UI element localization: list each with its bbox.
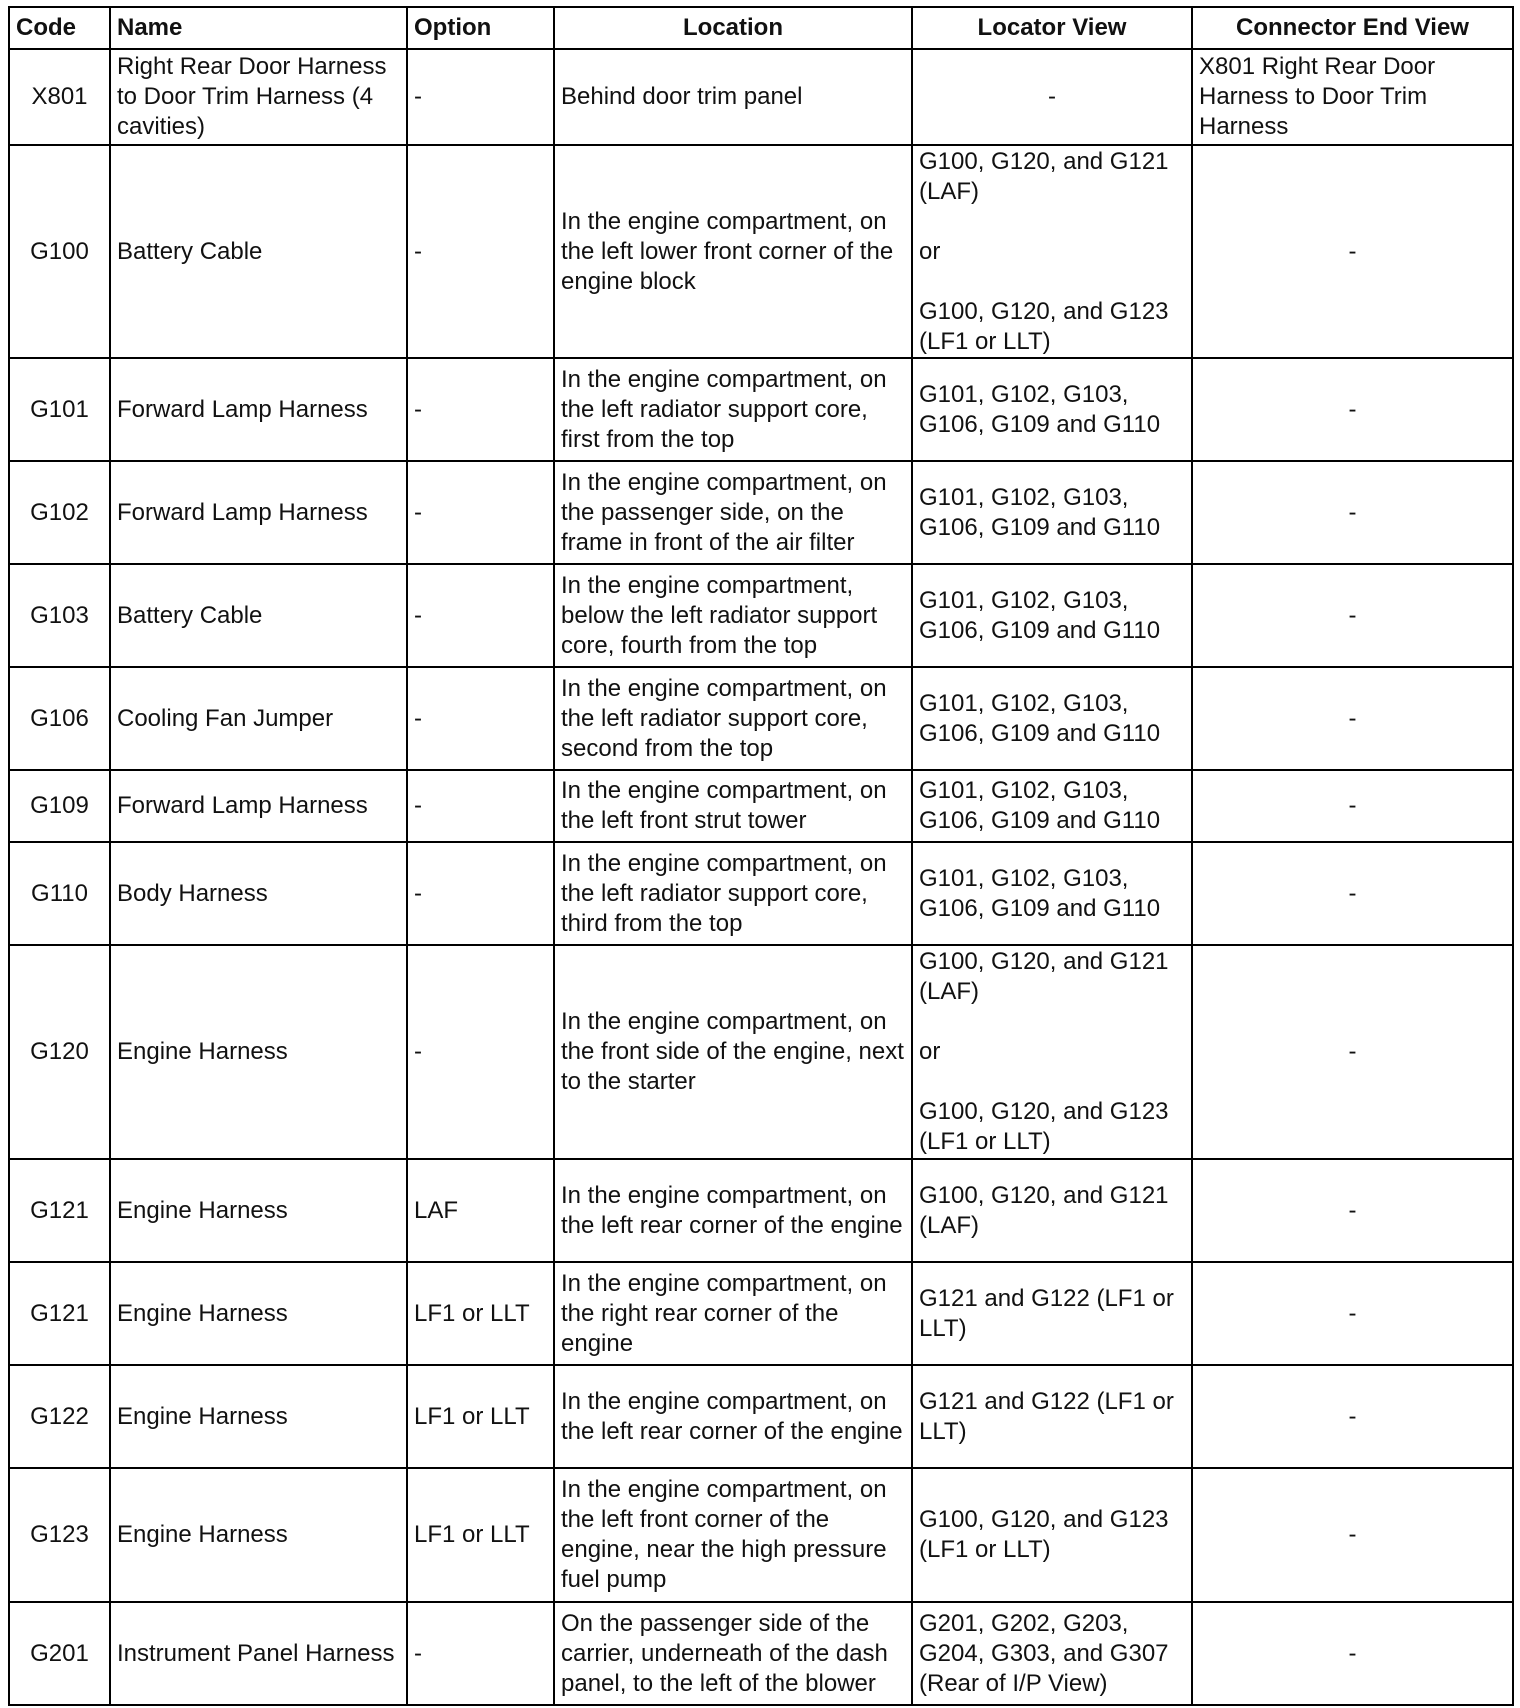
cell-location: In the engine compartment, on the left lower front corner of the engine block [554,145,912,358]
cell-connector-end-view: - [1192,1262,1513,1365]
cell-name: Forward Lamp Harness [110,461,407,564]
table-row [9,1159,1513,1262]
cell-option: - [407,461,554,564]
cell-locator-view: G100, G120, and G121 (LAF) or G100, G120, and G123 (LF1 or LLT) [912,145,1192,358]
cell-code: G121 [9,1262,110,1365]
cell-code: G102 [9,461,110,564]
connector-location-table [8,6,1514,1706]
table-row [9,461,1513,564]
table-body [9,49,1513,1705]
header-name: Name [110,7,407,49]
cell-name: Instrument Panel Harness [110,1602,407,1705]
cell-location: In the engine compartment, on the left radiator support core, first from the top [554,358,912,461]
cell-locator-view: G101, G102, G103, G106, G109 and G110 [912,842,1192,945]
cell-locator-view: G100, G120, and G121 (LAF) or G100, G120, and G123 (LF1 or LLT) [912,945,1192,1159]
cell-option: - [407,1602,554,1705]
table-row [9,945,1513,1159]
cell-name: Engine Harness [110,1365,407,1468]
cell-code: G121 [9,1159,110,1262]
cell-name: Cooling Fan Jumper [110,667,407,770]
cell-locator-view: - [912,49,1192,145]
cell-location: In the engine compartment, on the right rear corner of the engine [554,1262,912,1365]
cell-code: G103 [9,564,110,667]
cell-locator-view: G201, G202, G203, G204, G303, and G307 (Rear of I/P View) [912,1602,1192,1705]
table-row [9,1365,1513,1468]
cell-option: - [407,945,554,1159]
cell-name: Engine Harness [110,1262,407,1365]
cell-connector-end-view: - [1192,1365,1513,1468]
cell-name: Battery Cable [110,564,407,667]
cell-connector-end-view: - [1192,1602,1513,1705]
table-row [9,145,1513,358]
cell-location: In the engine compartment, on the left rear corner of the engine [554,1159,912,1262]
cell-locator-view: G101, G102, G103, G106, G109 and G110 [912,461,1192,564]
cell-code: G110 [9,842,110,945]
cell-location: Behind door trim panel [554,49,912,145]
table-row [9,1468,1513,1602]
cell-location: In the engine compartment, on the front side of the engine, next to the starter [554,945,912,1159]
cell-option: - [407,770,554,842]
cell-locator-view: G121 and G122 (LF1 or LLT) [912,1365,1192,1468]
cell-code: G201 [9,1602,110,1705]
cell-connector-end-view: - [1192,1159,1513,1262]
cell-option: LF1 or LLT [407,1365,554,1468]
table-header-row [9,7,1513,49]
cell-option: - [407,145,554,358]
cell-location: In the engine compartment, on the left radiator support core, second from the top [554,667,912,770]
cell-locator-view: G100, G120, and G123 (LF1 or LLT) [912,1468,1192,1602]
cell-connector-end-view: - [1192,770,1513,842]
cell-code: G100 [9,145,110,358]
header-option: Option [407,7,554,49]
cell-connector-end-view: - [1192,1468,1513,1602]
cell-option: - [407,49,554,145]
cell-connector-end-view: - [1192,842,1513,945]
cell-option: - [407,358,554,461]
cell-locator-view: G101, G102, G103, G106, G109 and G110 [912,770,1192,842]
cell-code: X801 [9,49,110,145]
cell-location: In the engine compartment, on the left front corner of the engine, near the high pressure fuel pump [554,1468,912,1602]
cell-connector-end-view: X801 Right Rear Door Harness to Door Trim Harness [1192,49,1513,145]
table-row [9,564,1513,667]
cell-location: In the engine compartment, on the left front strut tower [554,770,912,842]
cell-locator-view: G101, G102, G103, G106, G109 and G110 [912,358,1192,461]
cell-location: In the engine compartment, on the left rear corner of the engine [554,1365,912,1468]
cell-locator-view: G121 and G122 (LF1 or LLT) [912,1262,1192,1365]
cell-connector-end-view: - [1192,564,1513,667]
cell-code: G109 [9,770,110,842]
table-row [9,842,1513,945]
cell-locator-view: G101, G102, G103, G106, G109 and G110 [912,564,1192,667]
table-row [9,358,1513,461]
cell-option: LF1 or LLT [407,1468,554,1602]
cell-code: G106 [9,667,110,770]
cell-code: G123 [9,1468,110,1602]
cell-option: LF1 or LLT [407,1262,554,1365]
cell-name: Right Rear Door Harness to Door Trim Harness (4 cavities) [110,49,407,145]
cell-location: In the engine compartment, on the left radiator support core, third from the top [554,842,912,945]
header-location: Location [554,7,912,49]
table-row [9,1602,1513,1705]
cell-option: - [407,667,554,770]
cell-option: LAF [407,1159,554,1262]
cell-name: Engine Harness [110,1468,407,1602]
cell-name: Engine Harness [110,945,407,1159]
header-code: Code [9,7,110,49]
cell-locator-view: G100, G120, and G121 (LAF) [912,1159,1192,1262]
cell-option: - [407,564,554,667]
cell-connector-end-view: - [1192,358,1513,461]
cell-option: - [407,842,554,945]
cell-name: Forward Lamp Harness [110,358,407,461]
table-row [9,667,1513,770]
header-locator-view: Locator View [912,7,1192,49]
cell-name: Forward Lamp Harness [110,770,407,842]
cell-connector-end-view: - [1192,945,1513,1159]
table-row [9,1262,1513,1365]
table-row [9,49,1513,145]
cell-connector-end-view: - [1192,461,1513,564]
cell-code: G101 [9,358,110,461]
cell-locator-view: G101, G102, G103, G106, G109 and G110 [912,667,1192,770]
cell-code: G122 [9,1365,110,1468]
cell-connector-end-view: - [1192,667,1513,770]
cell-name: Engine Harness [110,1159,407,1262]
cell-connector-end-view: - [1192,145,1513,358]
cell-location: On the passenger side of the carrier, underneath of the dash panel, to the left of the blower [554,1602,912,1705]
cell-code: G120 [9,945,110,1159]
header-connector-end-view: Connector End View [1192,7,1513,49]
table-row [9,770,1513,842]
cell-name: Battery Cable [110,145,407,358]
cell-location: In the engine compartment, on the passenger side, on the frame in front of the air filter [554,461,912,564]
cell-name: Body Harness [110,842,407,945]
cell-location: In the engine compartment, below the left radiator support core, fourth from the top [554,564,912,667]
